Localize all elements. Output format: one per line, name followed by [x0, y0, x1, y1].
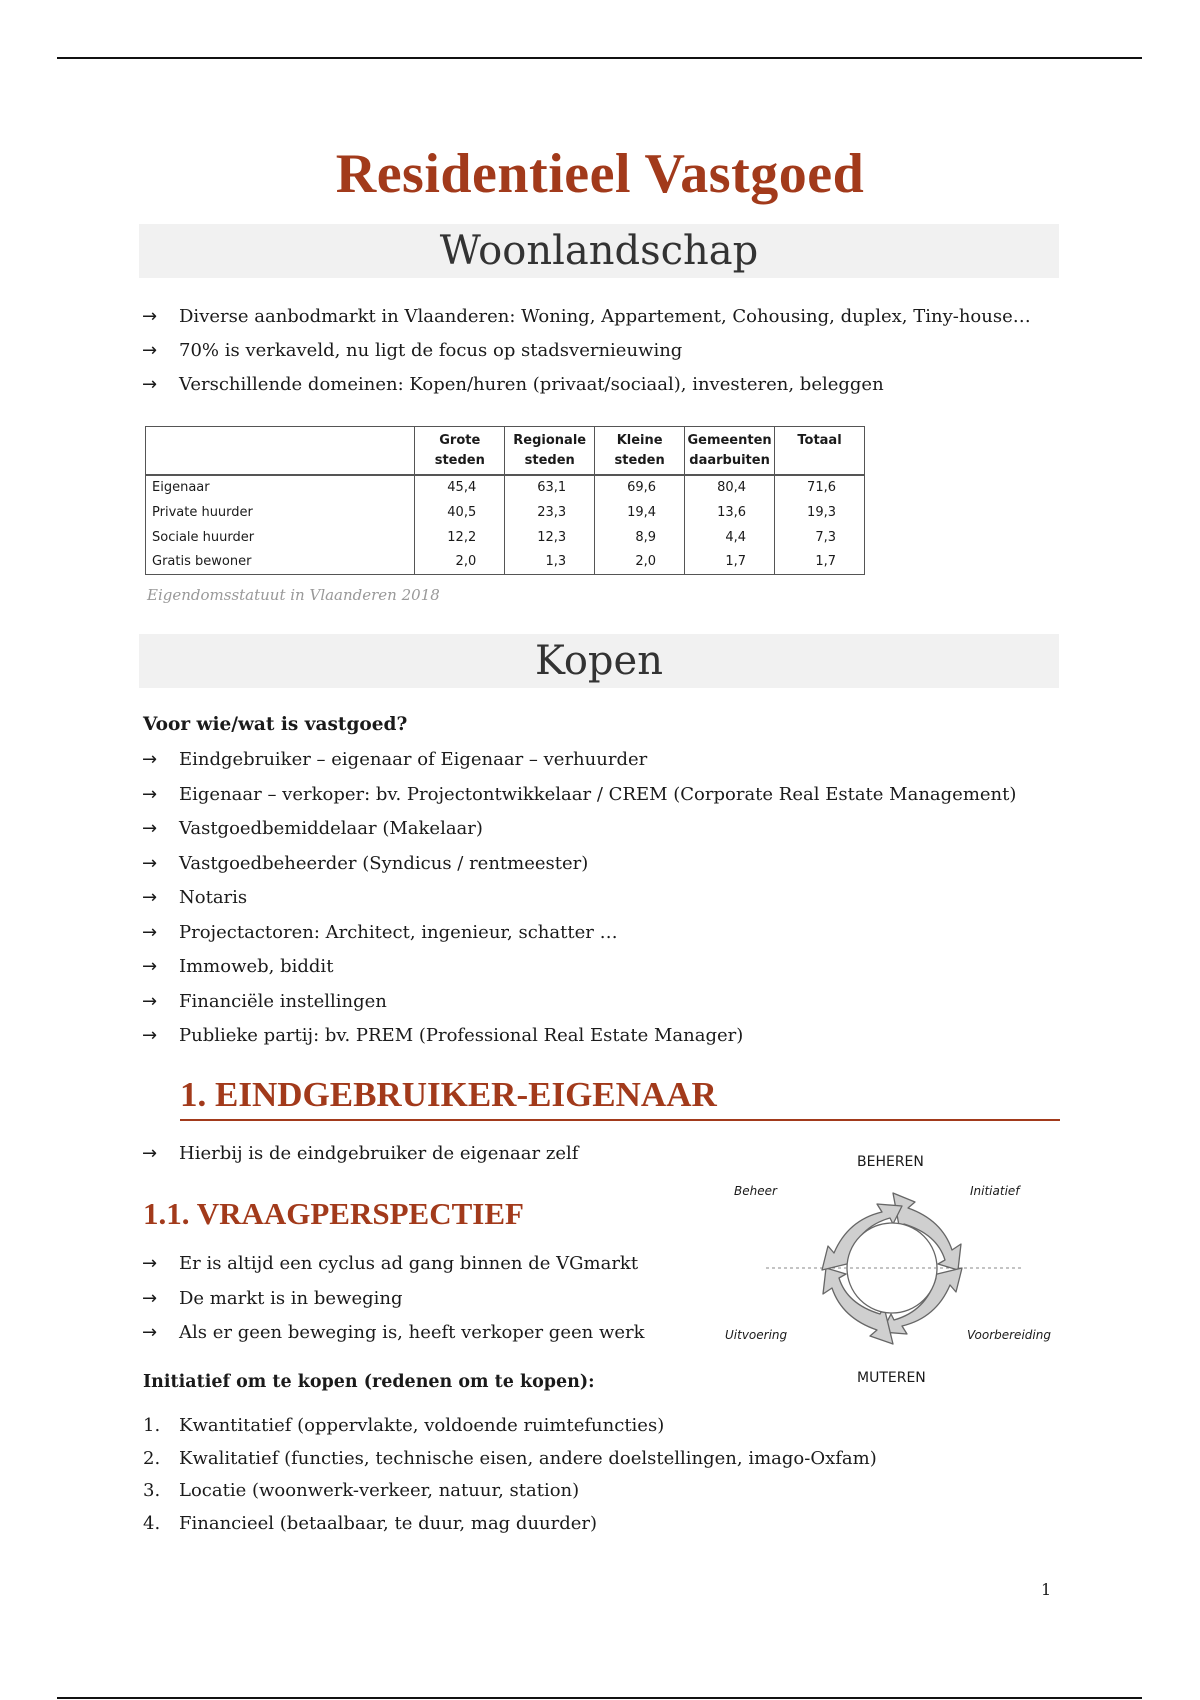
table-cell: 71,6	[775, 475, 865, 500]
table-caption: Eigendomsstatuut in Vlaanderen 2018	[147, 586, 440, 604]
table-row	[146, 475, 865, 500]
table-header-cell: Grote steden	[415, 427, 505, 475]
arrow-right-icon: →	[142, 306, 158, 327]
list-item: → Vastgoedbeheerder (Syndicus / rentmeester)	[142, 852, 589, 874]
list-item: 2. Kwalitatief (functies, technische eisen, andere doelstellingen, imago-Oxfam)	[143, 1447, 877, 1469]
list-item: → Projectactoren: Architect, ingenieur, schatter …	[142, 921, 618, 943]
diagram-label-top-left: Beheer	[734, 1184, 777, 1198]
vraagperspectief-bullet-list	[142, 1252, 702, 1356]
table-cell: 7,3	[775, 525, 865, 550]
table-header-cell: Regionale steden	[505, 427, 595, 475]
table-cell: 45,4	[415, 475, 505, 500]
table-cell: 63,1	[505, 475, 595, 500]
ownership-table	[145, 426, 865, 575]
arrow-right-icon: →	[142, 1287, 158, 1309]
table-cell: 2,0	[415, 550, 505, 575]
diagram-label-top: BEHEREN	[857, 1154, 924, 1170]
table-row	[146, 550, 865, 575]
list-item: 3. Locatie (woonwerk-verkeer, natuur, station)	[143, 1480, 580, 1501]
arrow-right-icon: →	[142, 1253, 158, 1274]
arrow-right-icon: →	[142, 1322, 158, 1343]
table-row	[146, 500, 865, 525]
subsection-1-1-heading: 1.1. VRAAGPERSPECTIEF	[143, 1196, 524, 1231]
list-item: → Hierbij is de eindgebruiker de eigenaar zelf	[142, 1143, 579, 1164]
kopen-question: Voor wie/wat is vastgoed?	[143, 714, 408, 735]
kopen-bullet-list	[142, 748, 1082, 1059]
table-cell: 1,7	[775, 550, 865, 575]
list-item: 4. Financieel (betaalbaar, te duur, mag duurder)	[143, 1512, 598, 1534]
table-header-cell: Totaal	[775, 427, 865, 475]
arrow-right-icon: →	[142, 887, 158, 908]
list-item: → Eindgebruiker – eigenaar of Eigenaar – verhuurder	[142, 749, 648, 770]
list-item: → Diverse aanbodmarkt in Vlaanderen: Woning, Appartement, Cohousing, duplex, Tiny-house…	[142, 306, 1031, 327]
arrow-right-icon: →	[142, 818, 158, 839]
list-item: → Publieke partij: bv. PREM (Professional Real Estate Manager)	[142, 1025, 744, 1046]
table-header-cell: Gemeenten daarbuiten	[685, 427, 775, 475]
list-item: → Vastgoedbemiddelaar (Makelaar)	[142, 818, 483, 839]
page-number: 1	[1041, 1580, 1052, 1599]
table-cell: Eigenaar	[146, 475, 415, 500]
arrow-right-icon: →	[142, 749, 158, 770]
reasons-list	[143, 1410, 877, 1540]
cycle-diagram	[716, 1148, 1066, 1398]
table-cell: 2,0	[595, 550, 685, 575]
section-1-heading: 1. EINDGEBRUIKER-EIGENAAR	[180, 1075, 1060, 1121]
document-title: Residentieel Vastgoed	[335, 143, 865, 205]
table-cell: 13,6	[685, 500, 775, 525]
table-cell: 12,2	[415, 525, 505, 550]
arrow-right-icon: →	[142, 852, 158, 874]
woonlandschap-bullet-list	[142, 305, 1082, 407]
table-header-cell	[146, 427, 415, 475]
arrow-right-icon: →	[142, 956, 158, 977]
table-header-row	[146, 427, 865, 475]
list-item: → Verschillende domeinen: Kopen/huren (privaat/sociaal), investeren, beleggen	[142, 374, 884, 395]
section-1-intro	[142, 1142, 702, 1166]
table-cell: Sociale huurder	[146, 525, 415, 550]
table-cell: 12,3	[505, 525, 595, 550]
bottom-rule	[57, 1697, 1142, 1699]
list-item: 1. Kwantitatief (oppervlakte, voldoende ruimtefuncties)	[143, 1415, 665, 1436]
diagram-label-bottom: MUTEREN	[857, 1370, 926, 1386]
arrow-right-icon: →	[142, 783, 158, 805]
section-heading-kopen: Kopen	[139, 634, 1059, 688]
list-item: → Immoweb, biddit	[142, 956, 334, 977]
table-cell: 8,9	[595, 525, 685, 550]
diagram-label-bottom-right: Voorbereiding	[967, 1328, 1051, 1342]
arrow-right-icon: →	[142, 990, 158, 1012]
top-rule	[57, 57, 1142, 59]
table-cell: 1,7	[685, 550, 775, 575]
diagram-label-bottom-left: Uitvoering	[725, 1328, 788, 1342]
table-cell: 69,6	[595, 475, 685, 500]
table-cell: 40,5	[415, 500, 505, 525]
diagram-label-top-right: Initiatief	[970, 1184, 1020, 1198]
arrow-right-icon: →	[142, 340, 158, 361]
table-cell: 23,3	[505, 500, 595, 525]
table-cell: 4,4	[685, 525, 775, 550]
initiatief-label: Initiatief om te kopen (redenen om te kopen):	[143, 1372, 595, 1392]
list-item: → De markt is in beweging	[142, 1287, 403, 1309]
list-item: → Er is altijd een cyclus ad gang binnen de VGmarkt	[142, 1253, 639, 1274]
section-heading-woonlandschap: Woonlandschap	[139, 224, 1059, 278]
table-cell: Gratis bewoner	[146, 550, 415, 575]
table-cell: 19,4	[595, 500, 685, 525]
table-cell: Private huurder	[146, 500, 415, 525]
table-cell: 80,4	[685, 475, 775, 500]
list-item: → 70% is verkaveld, nu ligt de focus op stadsvernieuwing	[142, 340, 683, 361]
arrow-right-icon: →	[142, 1143, 158, 1164]
arrow-right-icon: →	[142, 921, 158, 943]
table-row	[146, 525, 865, 550]
arrow-right-icon: →	[142, 374, 158, 395]
table-cell: 19,3	[775, 500, 865, 525]
table-cell: 1,3	[505, 550, 595, 575]
arrow-right-icon: →	[142, 1025, 158, 1046]
list-item: → Als er geen beweging is, heeft verkoper geen werk	[142, 1322, 645, 1343]
list-item: → Eigenaar – verkoper: bv. Projectontwikkelaar / CREM (Corporate Real Estate Management)	[142, 783, 1017, 805]
list-item: → Financiële instellingen	[142, 990, 387, 1012]
list-item: → Notaris	[142, 887, 248, 908]
table-header-cell: Kleine steden	[595, 427, 685, 475]
